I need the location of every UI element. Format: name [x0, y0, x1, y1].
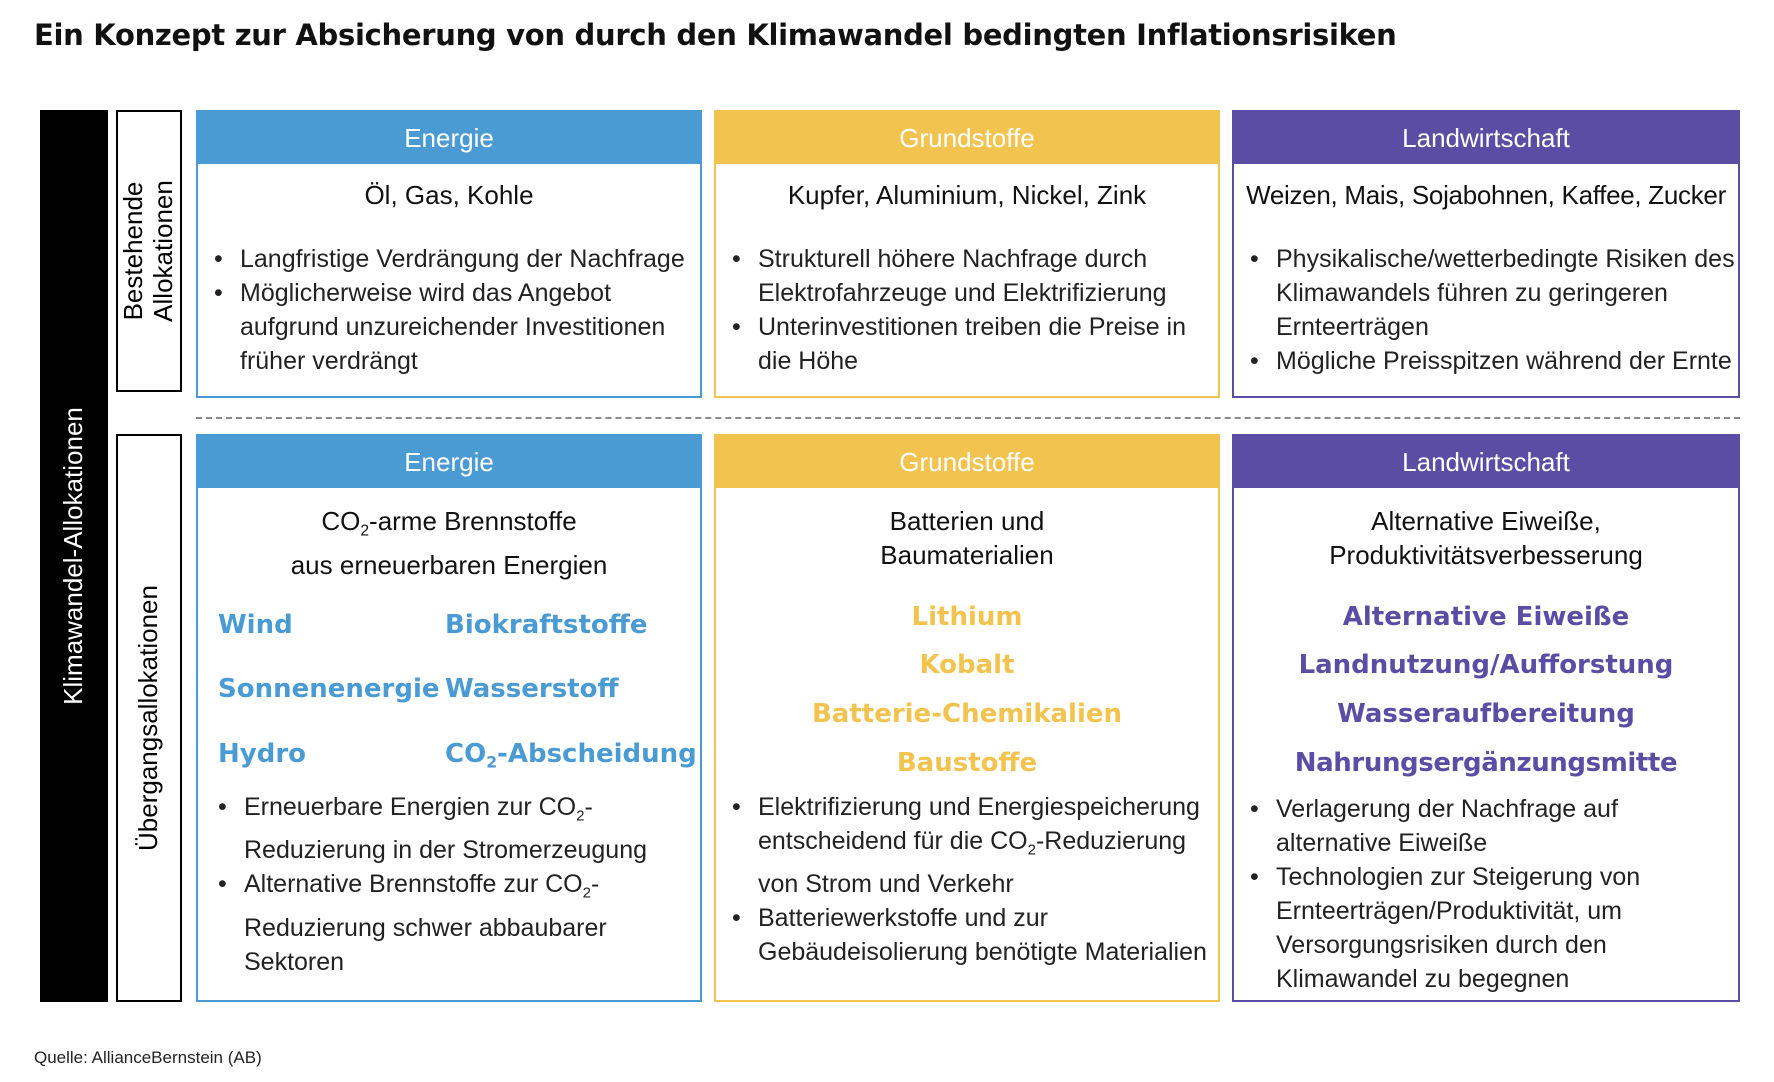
transition-card-energy: [196, 434, 702, 1002]
side-label-existing: [116, 110, 182, 392]
bullet-text: -Reduzierung von Strom und Verkehr: [758, 827, 1187, 899]
card-header: Grundstoffe: [716, 112, 1218, 164]
side-label-transition-text: Übergangsallokationen: [133, 585, 164, 851]
card-header: Landwirtschaft: [1234, 112, 1738, 164]
card-header: Grundstoffe: [716, 436, 1218, 488]
bullet-item: • Technologien zur Steigerung von Ernteerträgen/Produktivität, um Versorgungsrisiken durch den Klimawandel zu begegnen: [1242, 860, 1712, 996]
side-label-main-text: Klimawandel-Allokationen: [58, 407, 89, 705]
bullet-item: • Langfristige Verdrängung der Nachfrage: [206, 242, 696, 276]
bullet-text: Alternative Brennstoffe zur CO: [244, 870, 583, 899]
bullet-item: • Physikalische/wetterbedingte Risiken des Klimawandels führen zu geringeren Ernteerträgen: [1242, 242, 1738, 344]
bullet-item: [724, 790, 1220, 901]
section-divider: [196, 417, 1740, 419]
card-subtitle: [716, 504, 1218, 572]
subtitle-line1: Batterien und: [889, 506, 1045, 536]
bullet-item: [210, 867, 650, 978]
energy-item-biofuels: Biokraftstoffe: [445, 610, 648, 640]
bullet-list: [1242, 792, 1712, 996]
card-subtitle: Weizen, Mais, Sojabohnen, Kaffee, Zucker: [1246, 180, 1726, 210]
bullet-text: -Reduzierung schwer abbaubarer Sektoren: [244, 870, 607, 976]
bullet-item: • Mögliche Preisspitzen während der Ernte: [1242, 344, 1738, 378]
bullet-list: [1242, 242, 1738, 378]
subscript: 2: [576, 807, 585, 825]
materials-item-lithium: Lithium: [911, 602, 1023, 632]
card-header: Energie: [198, 436, 700, 488]
card-header: Energie: [198, 112, 700, 164]
existing-card-agriculture: [1232, 110, 1740, 398]
bullet-text: -Reduzierung in der Stromerzeugung: [244, 793, 648, 865]
source-note: Quelle: AllianceBernstein (AB): [34, 1048, 262, 1067]
side-label-transition: [116, 434, 182, 1002]
subscript: 2: [360, 522, 370, 540]
item-text: CO: [445, 739, 487, 769]
bullet-item: • Unterinvestitionen treiben die Preise in die Höhe: [724, 310, 1214, 378]
agri-item-water-treatment: Wasseraufbereitung: [1337, 699, 1635, 729]
card-subtitle: [1234, 504, 1738, 572]
agri-item-land-use: Landnutzung/Aufforstung: [1298, 650, 1674, 680]
transition-card-agriculture: [1232, 434, 1740, 1002]
agri-item-supplements: Nahrungsergänzungsmitte: [1294, 748, 1678, 778]
bullet-item: [210, 790, 650, 867]
card-subtitle: Öl, Gas, Kohle: [364, 180, 534, 210]
agri-item-alt-protein: Alternative Eiweiße: [1342, 602, 1630, 632]
subtitle-text: -arme Brennstoffe: [369, 506, 577, 536]
bullet-list: [210, 790, 650, 979]
bullet-list: [206, 242, 696, 378]
card-header: Landwirtschaft: [1234, 436, 1738, 488]
subscript: 2: [582, 884, 591, 902]
bullet-item: • Batteriewerkstoffe und zur Gebäudeisolierung benötigte Materialien: [724, 901, 1220, 969]
existing-card-materials: [714, 110, 1220, 398]
energy-item-wind: Wind: [218, 610, 293, 640]
bullet-text: Elektrifizierung und Energiespeicherung entscheidend für die CO: [758, 793, 1200, 855]
item-text: -Abscheidung: [497, 739, 697, 769]
bullet-text: Erneuerbare Energien zur CO: [244, 793, 577, 821]
transition-card-materials: [714, 434, 1220, 1002]
energy-item-solar: Sonnenenergie: [218, 674, 440, 704]
side-label-main: [40, 110, 108, 1002]
subtitle-line1: Alternative Eiweiße,: [1371, 506, 1601, 536]
materials-item-battery-chemicals: Batterie-Chemikalien: [811, 699, 1123, 729]
bullet-item: • Strukturell höhere Nachfrage durch Elektrofahrzeuge und Elektrifizierung: [724, 242, 1214, 310]
materials-item-cobalt: Kobalt: [919, 650, 1015, 680]
energy-item-hydro: Hydro: [218, 739, 307, 769]
subtitle-line2: Baumaterialien: [880, 540, 1054, 570]
side-label-existing-line1: Bestehende: [118, 181, 149, 321]
energy-item-hydrogen: Wasserstoff: [445, 674, 619, 704]
card-subtitle: [198, 504, 700, 582]
subtitle-line2: aus erneuerbaren Energien: [290, 550, 608, 581]
subtitle-line2: Produktivitätsverbesserung: [1329, 540, 1643, 570]
card-subtitle: Kupfer, Aluminium, Nickel, Zink: [787, 180, 1147, 210]
side-label-existing-line2: Allokationen: [148, 180, 178, 322]
subtitle-text: CO: [321, 506, 361, 536]
energy-item-carbon-capture: [445, 739, 697, 771]
bullet-list: [724, 242, 1214, 378]
bullet-item: • Möglicherweise wird das Angebot aufgrund unzureichender Investitionen früher verdrängt: [206, 276, 696, 378]
subscript: 2: [486, 753, 498, 772]
side-label-existing-text: [119, 180, 179, 322]
bullet-list: [724, 790, 1220, 969]
materials-item-building-materials: Baustoffe: [896, 748, 1038, 778]
existing-card-energy: [196, 110, 702, 398]
bullet-item: • Verlagerung der Nachfrage auf alternative Eiweiße: [1242, 792, 1712, 860]
page-title: Ein Konzept zur Absicherung von durch den Klimawandel bedingten Inflationsrisiken: [34, 18, 1397, 52]
subscript: 2: [1027, 841, 1036, 859]
